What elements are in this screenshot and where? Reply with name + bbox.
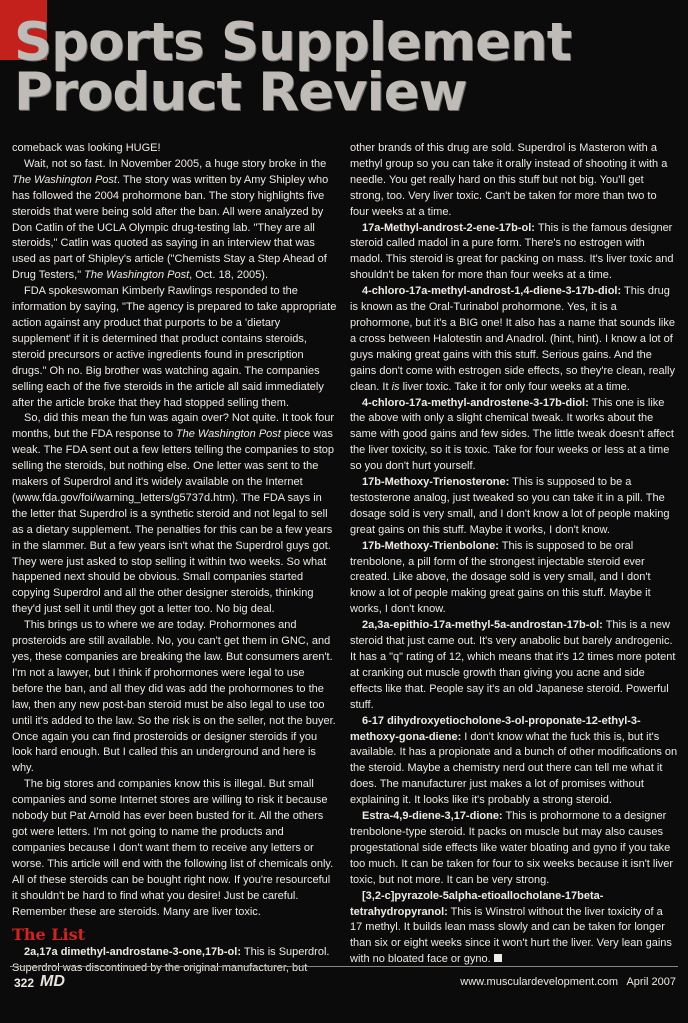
- list-item: [350, 539, 678, 619]
- paragraph: The big stores and companies know this is illegal. But small companies and some Internet stores are willing to risk it because nobody but Pat Arnold has ever been busted for it. All the others got were letters. I'm not going to name the products and companies because I don't want them to receive any letters or worse. This article will end with the following list of chemicals only. All of these steroids can be bought right now. If you're resourceful it shouldn't be hard to find what you desire! Just be careful. Remember these are steroids. Many are liver toxic.: [12, 778, 334, 918]
- compound-description: liver toxic. Take it for only four weeks at a time.: [399, 380, 630, 393]
- title-line-2: Product Review: [14, 62, 467, 123]
- paragraph: FDA spokeswoman Kimberly Rawlings responded to the information by saying, "The agency is prepared to take appropriate action against any product that purports to be a 'dietary supplement' if it is determined that product contains steroids, steroid precursors or active ingredients found in prescription drugs." Oh no. Big brother was watching again. The companies selling each of the five steroids in the article all said immediately after the article broke that they had stopped selling them.: [12, 285, 337, 409]
- compound-name: 17a-Methyl-androst-2-ene-17b-ol:: [362, 221, 535, 234]
- compound-name: 17b-Methoxy-Trienosterone:: [362, 476, 510, 489]
- list-item: [350, 714, 678, 809]
- title-line-1: Sports Supplement: [14, 12, 572, 73]
- publication-name: The Washington Post: [12, 173, 117, 186]
- list-item: [350, 475, 678, 539]
- list-item: [350, 618, 678, 713]
- publication-name: The Washington Post: [175, 428, 281, 441]
- website-url: www.musculardevelopment.com: [460, 976, 618, 988]
- list-heading: The List: [12, 925, 86, 945]
- compound-name: 2a,3a-epithio-17a-methyl-5a-androstan-17b-ol:: [362, 619, 603, 632]
- emphasis: is: [391, 380, 400, 393]
- compound-description: This drug is known as the Oral-Turinabol prohormone. Yes, it is a prohormone, but it's a BIG one! It also has a name that sounds like a cross between Halotestin and Anadrol. (hint, hint). I know a lot of guys making great gains with this stuff. Serious gains. And the gains don't come with estrogen side effects, so they're clean, really clean. It: [350, 285, 676, 393]
- list-item: [350, 284, 678, 395]
- compound-description: This is a new steroid that just came out. It's very anabolic but barely androgenic. It has a "q" rating of 12, which means that it's 12 times more potent at cranking out muscle growth than giving you acne and side effects like that. People say it's an old Japanese steroid. Powerful stuff.: [350, 619, 676, 711]
- compound-description: This is Winstrol without the liver toxicity of a 17 methyl. It builds lean mass slowly and can be taken for longer than six or eight weeks since it won't hurt the liver. Very lean gains with no bloated face or gyno.: [350, 905, 672, 966]
- text-run: , Oct. 18, 2005).: [189, 269, 269, 282]
- compound-description: This is the famous designer steroid called madol in a pure form. There's no estrogen with madol. This steroid is great for packing on mass. It's liver toxic and shouldn't be taken for more than four weeks at a time.: [350, 221, 674, 282]
- compound-name: 4-chloro-17a-methyl-androstene-3-17b-diol:: [362, 396, 589, 409]
- list-item: [350, 889, 678, 969]
- text-run: piece was weak. The FDA sent out a few letters telling the companies to stop selling the steroids, but nothing else. One letter was sent to the makers of Superdrol and it's widely available on the Internet (www.fda.gov/foi/warning_letters/g5737d.htm). The FDA says in the letter that Superdrol is a synthetic steroid and not legal to sell as a dietary supplement. The penalties for this can be a few years in the slammer. But a few years isn't what the Superdrol guys got. They were just asked to stop selling it within two weeks. So what happened next should be obvious. Small companies started copying Superdrol and all the other designer steroids, thinking they'd just sell it until they got a letter too. No big deal.: [12, 428, 335, 616]
- list-item: [350, 809, 678, 889]
- compound-name: 4-chloro-17a-methyl-androst-1,4-diene-3-17b-diol:: [362, 285, 622, 298]
- compound-description: I don't know what the fuck this is, but it's available. It has a propionate and a bunch of other modifications on the steroid. Maybe a chemistry nerd out there can tell me what it does. The manufacturer just makes a lot of promises without explaining it. It looks like it's probably a strong steroid.: [350, 730, 678, 807]
- compound-name: [3,2-c]pyrazole-5alpha-etioallocholane-17beta-tetrahydropyranol:: [350, 889, 604, 918]
- publication-name: The Washington Post: [84, 269, 190, 282]
- left-column: [12, 141, 337, 975]
- paragraph: [12, 411, 337, 618]
- compound-description: This one is like the above with only a slight chemical tweak. It works about the same with good gains and few sides. The little tweak doesn't affect the liver toxicity, so it is toxic. Take for four weeks or less at a time so you don't hurt yourself.: [350, 396, 674, 473]
- right-column: [350, 141, 678, 966]
- page-number: 322: [14, 976, 35, 990]
- compound-description: This is Superdrol. Superdrol was discontinued by the original manufacturer, but: [12, 946, 330, 975]
- compound-description: This is supposed to be a testosterone analog, just tweaked so you can take it in a pill. The dosage sold is very small, and I don't know a lot of people making great gains on this stuff. Maybe it works, I don't know.: [350, 476, 670, 536]
- compound-name: 6-17 dihydroxyetiocholone-3-ol-proponate-12-ethyl-3-methoxy-gona-diene:: [350, 714, 641, 743]
- page-footer: [10, 966, 678, 997]
- compound-name: 17b-Methoxy-Trienbolone:: [362, 539, 499, 552]
- paragraph: [12, 157, 337, 284]
- compound-description: This is prohormone to a designer trenbolone-type steroid. It packs on muscle but may also causes progestational side effects like water bloating and gyno if you take too much. It can be taken for four to six weeks because it isn't liver toxic, but not more. It can be very strong.: [350, 810, 674, 886]
- issue-date: April 2007: [626, 976, 676, 988]
- text-run: So, did this mean the fun was again over? Not quite. It took four months, but the FDA response to: [12, 412, 335, 441]
- page-title: [14, 12, 572, 123]
- list-item: [350, 221, 678, 285]
- magazine-logo: MD: [40, 973, 65, 990]
- text-run: Wait, not so fast. In November 2005, a huge story broke in the: [24, 157, 327, 170]
- compound-name: 2a,17a dimethyl-androstane-3-one,17b-ol:: [24, 946, 241, 959]
- text-run: . The story was written by Amy Shipley who has followed the 2004 prohormone ban. The story highlights five steroids that were being sold after the ban. All were analyzed by Don Catlin of the UCLA Olympic drug-testing lab. "They are all steroids," Catlin was quoted as saying in an interview that was used as part of Shipley's article ("Chemists Stay a Step Ahead of Drug Testers,": [12, 173, 329, 282]
- end-of-article-mark: [494, 954, 502, 962]
- list-item: [350, 396, 678, 476]
- paragraph: comeback was looking HUGE!: [12, 142, 161, 154]
- compound-description: This is supposed to be oral trenbolone, a pill form of the strongest injectable steroid ever created. Like above, the dosage sold is very small, and I don't know a lot of people making great gains on this stuff. Maybe it works, I don't know.: [350, 539, 651, 616]
- compound-name: Estra-4,9-diene-3,17-dione:: [362, 810, 503, 823]
- paragraph: This brings us to where we are today. Prohormones and prosteroids are still available. No, you can't get them in GNC, and yes, these companies are breaking the law. But consumers aren't. I'm not a lawyer, but I think if prohormones were legal to use before the ban, and all they did was add the prohormones to the law, then any new post-ban steroid must be also legal to use too until it's added to the law. So the risk is on the seller, not the buyer. Once again you can find prosteroids or designer steroids if you look hard enough. But I called this an underground and here is why.: [12, 619, 336, 775]
- paragraph: other brands of this drug are sold. Superdrol is Masteron with a methyl group so you can take it orally instead of shooting it with a needle. You get really hard on this stuff but not big. You'll get strong, too. Very liver toxic. Can't be taken for more than two to four weeks at a time.: [350, 142, 668, 218]
